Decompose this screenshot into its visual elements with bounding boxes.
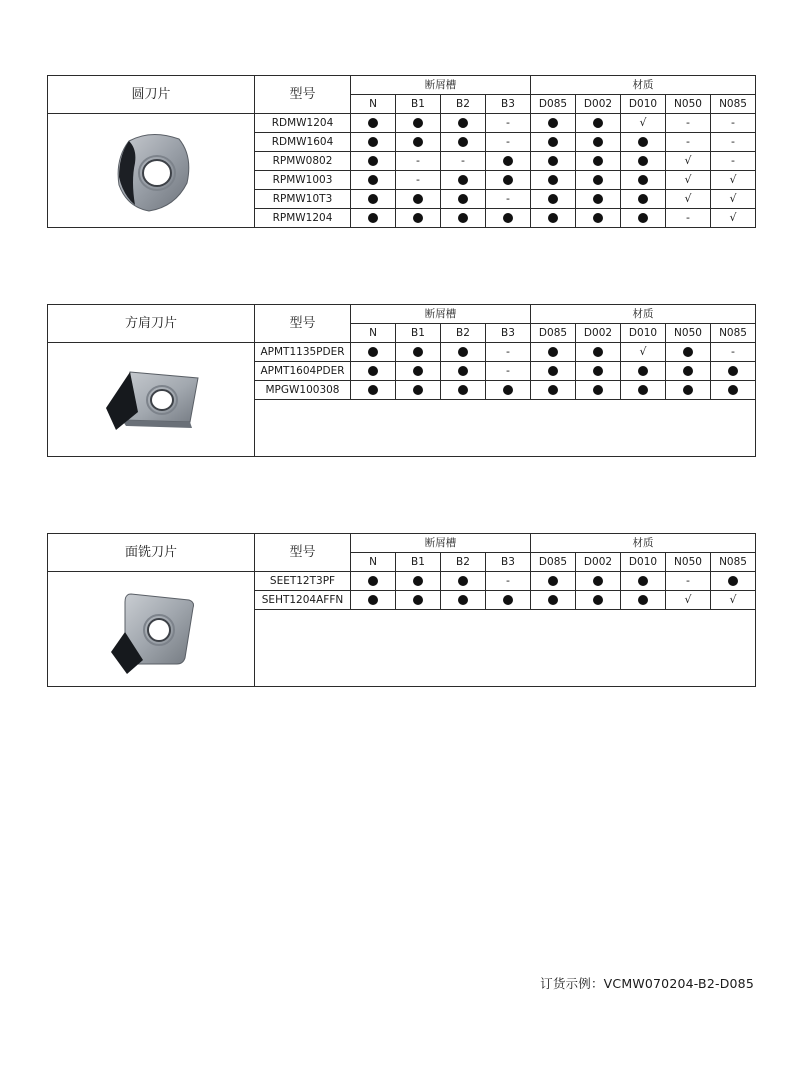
availability-cell [666,209,711,228]
material-header-n085: N085 [711,553,756,572]
insert-image-cell [48,114,255,228]
chipbreaker-header-b2: B2 [441,553,486,572]
availability-cell [531,209,576,228]
availability-cell [531,133,576,152]
empty-area [255,610,756,687]
available-dot-icon [593,213,603,223]
chipbreaker-group-header: 断屑槽 [351,76,531,95]
available-dot-icon [638,194,648,204]
available-dot-icon [368,137,378,147]
availability-cell [621,152,666,171]
material-header-n085: N085 [711,324,756,343]
material-header-n085: N085 [711,95,756,114]
availability-cell [396,133,441,152]
available-dot-icon [368,194,378,204]
availability-cell [486,114,531,133]
availability-cell [666,572,711,591]
check-mark-icon: √ [729,173,737,186]
insert-image-cell [48,343,255,457]
not-available-dash: - [506,364,510,377]
available-dot-icon [638,156,648,166]
available-dot-icon [458,385,468,395]
availability-cell [621,114,666,133]
availability-cell [621,591,666,610]
availability-cell [441,114,486,133]
check-mark-icon: √ [684,173,692,186]
chipbreaker-header-b3: B3 [486,553,531,572]
not-available-dash: - [506,574,510,587]
material-header-n050: N050 [666,95,711,114]
not-available-dash: - [506,135,510,148]
available-dot-icon [638,576,648,586]
available-dot-icon [413,366,423,376]
material-header-d010: D010 [621,324,666,343]
availability-cell [711,171,756,190]
available-dot-icon [638,213,648,223]
not-available-dash: - [416,154,420,167]
chipbreaker-header-b1: B1 [396,95,441,114]
availability-cell [711,343,756,362]
available-dot-icon [458,118,468,128]
chipbreaker-header-b1: B1 [396,553,441,572]
model-cell: APMT1135PDER [255,343,351,362]
available-dot-icon [728,385,738,395]
available-dot-icon [683,385,693,395]
not-available-dash: - [506,116,510,129]
available-dot-icon [368,213,378,223]
round-insert-icon [101,121,201,221]
available-dot-icon [368,118,378,128]
availability-cell [486,133,531,152]
availability-cell [666,171,711,190]
availability-cell [621,381,666,400]
face-milling-insert-icon [91,574,211,684]
model-cell: RPMW10T3 [255,190,351,209]
table-row [48,572,756,591]
available-dot-icon [548,194,558,204]
chipbreaker-header-b3: B3 [486,95,531,114]
face-milling-insert-table [47,533,756,687]
check-mark-icon: √ [729,211,737,224]
available-dot-icon [503,156,513,166]
round-insert-table [47,75,756,228]
availability-cell [666,114,711,133]
availability-cell [576,572,621,591]
availability-cell [531,152,576,171]
available-dot-icon [728,366,738,376]
availability-cell [621,343,666,362]
available-dot-icon [458,194,468,204]
chipbreaker-header-b3: B3 [486,324,531,343]
chipbreaker-header-b2: B2 [441,95,486,114]
available-dot-icon [368,576,378,586]
availability-cell [621,362,666,381]
available-dot-icon [548,118,558,128]
availability-cell [351,343,396,362]
available-dot-icon [458,347,468,357]
availability-cell [621,171,666,190]
availability-cell [486,171,531,190]
model-header: 型号 [255,534,351,572]
material-header-d002: D002 [576,95,621,114]
material-header-d002: D002 [576,553,621,572]
availability-cell [666,343,711,362]
availability-cell [351,171,396,190]
availability-cell [486,152,531,171]
available-dot-icon [548,137,558,147]
model-cell: RPMW1204 [255,209,351,228]
availability-cell [531,190,576,209]
availability-cell [351,152,396,171]
available-dot-icon [548,576,558,586]
available-dot-icon [503,175,513,185]
availability-cell [576,343,621,362]
availability-cell [486,209,531,228]
availability-cell [576,133,621,152]
available-dot-icon [593,156,603,166]
availability-cell [666,190,711,209]
available-dot-icon [413,385,423,395]
availability-cell [396,190,441,209]
available-dot-icon [413,137,423,147]
availability-cell [711,381,756,400]
availability-cell [396,381,441,400]
available-dot-icon [638,137,648,147]
category-title: 面铣刀片 [48,534,255,572]
check-mark-icon: √ [639,116,647,129]
availability-cell [441,362,486,381]
availability-cell [531,362,576,381]
available-dot-icon [593,347,603,357]
chipbreaker-header-b2: B2 [441,324,486,343]
model-cell: SEET12T3PF [255,572,351,591]
availability-cell [576,171,621,190]
availability-cell [576,209,621,228]
availability-cell [576,381,621,400]
available-dot-icon [368,156,378,166]
availability-cell [396,591,441,610]
availability-cell [711,591,756,610]
not-available-dash: - [686,116,690,129]
material-group-header: 材质 [531,305,756,324]
chipbreaker-header-b1: B1 [396,324,441,343]
material-header-d002: D002 [576,324,621,343]
insert-image-cell [48,572,255,687]
availability-cell [531,171,576,190]
availability-cell [351,572,396,591]
material-header-d085: D085 [531,553,576,572]
available-dot-icon [548,175,558,185]
available-dot-icon [638,385,648,395]
available-dot-icon [548,366,558,376]
not-available-dash: - [506,345,510,358]
material-group-header: 材质 [531,534,756,553]
empty-area [255,400,756,457]
material-header-d085: D085 [531,95,576,114]
availability-cell [486,362,531,381]
availability-cell [711,152,756,171]
not-available-dash: - [731,345,736,358]
available-dot-icon [593,118,603,128]
available-dot-icon [458,576,468,586]
availability-cell [351,381,396,400]
material-header-d010: D010 [621,553,666,572]
availability-cell [621,133,666,152]
availability-cell [576,152,621,171]
availability-cell [396,209,441,228]
availability-cell [486,343,531,362]
available-dot-icon [638,175,648,185]
available-dot-icon [638,595,648,605]
availability-cell [666,591,711,610]
available-dot-icon [413,576,423,586]
available-dot-icon [413,213,423,223]
available-dot-icon [683,347,693,357]
check-mark-icon: √ [684,192,692,205]
available-dot-icon [548,385,558,395]
material-header-n050: N050 [666,324,711,343]
chipbreaker-header-n: N [351,324,396,343]
availability-cell [576,591,621,610]
available-dot-icon [593,137,603,147]
model-header: 型号 [255,305,351,343]
availability-cell [531,572,576,591]
available-dot-icon [593,576,603,586]
availability-cell [711,209,756,228]
available-dot-icon [503,595,513,605]
availability-cell [396,114,441,133]
material-header-d010: D010 [621,95,666,114]
available-dot-icon [638,366,648,376]
available-dot-icon [593,595,603,605]
not-available-dash: - [731,135,736,148]
available-dot-icon [458,213,468,223]
chipbreaker-group-header: 断屑槽 [351,305,531,324]
model-cell: SEHT1204AFFN [255,591,351,610]
not-available-dash: - [461,154,465,167]
availability-cell [666,381,711,400]
model-cell: APMT1604PDER [255,362,351,381]
material-header-d085: D085 [531,324,576,343]
availability-cell [441,343,486,362]
not-available-dash: - [506,192,510,205]
availability-cell [441,190,486,209]
availability-cell [531,114,576,133]
not-available-dash: - [686,574,690,587]
available-dot-icon [458,137,468,147]
available-dot-icon [368,366,378,376]
available-dot-icon [593,366,603,376]
available-dot-icon [548,347,558,357]
check-mark-icon: √ [684,154,692,167]
availability-cell [441,152,486,171]
not-available-dash: - [416,173,420,186]
availability-cell [351,114,396,133]
not-available-dash: - [731,116,736,129]
availability-cell [396,171,441,190]
available-dot-icon [413,347,423,357]
available-dot-icon [458,366,468,376]
check-mark-icon: √ [729,192,737,205]
material-group-header: 材质 [531,76,756,95]
availability-cell [351,190,396,209]
available-dot-icon [548,213,558,223]
available-dot-icon [413,194,423,204]
not-available-dash: - [686,135,690,148]
not-available-dash: - [686,211,690,224]
category-title: 圆刀片 [48,76,255,114]
availability-cell [711,572,756,591]
available-dot-icon [368,385,378,395]
availability-cell [711,190,756,209]
availability-cell [351,591,396,610]
available-dot-icon [683,366,693,376]
availability-cell [441,171,486,190]
available-dot-icon [368,595,378,605]
availability-cell [531,343,576,362]
model-cell: RDMW1204 [255,114,351,133]
availability-cell [351,209,396,228]
table-row [48,343,756,362]
availability-cell [441,591,486,610]
availability-cell [666,362,711,381]
available-dot-icon [593,385,603,395]
available-dot-icon [458,175,468,185]
check-mark-icon: √ [684,593,692,606]
availability-cell [666,152,711,171]
availability-cell [396,572,441,591]
check-mark-icon: √ [729,593,737,606]
availability-cell [396,343,441,362]
square-shoulder-insert-icon [86,350,216,450]
availability-cell [576,362,621,381]
model-cell: MPGW100308 [255,381,351,400]
order-example-note: 订货示例：VCMW070204-B2-D085 [540,976,754,991]
not-available-dash: - [731,154,736,167]
availability-cell [351,133,396,152]
availability-cell [486,190,531,209]
availability-cell [351,362,396,381]
availability-cell [621,209,666,228]
available-dot-icon [413,118,423,128]
availability-cell [711,133,756,152]
table-row [48,114,756,133]
availability-cell [486,572,531,591]
availability-cell [396,362,441,381]
availability-cell [396,152,441,171]
availability-cell [576,190,621,209]
check-mark-icon: √ [639,345,647,358]
availability-cell [666,133,711,152]
availability-cell [441,381,486,400]
available-dot-icon [368,175,378,185]
available-dot-icon [548,156,558,166]
available-dot-icon [593,175,603,185]
availability-cell [711,114,756,133]
available-dot-icon [503,213,513,223]
square-shoulder-insert-table [47,304,756,457]
availability-cell [441,133,486,152]
model-header: 型号 [255,76,351,114]
chipbreaker-group-header: 断屑槽 [351,534,531,553]
available-dot-icon [368,347,378,357]
available-dot-icon [548,595,558,605]
chipbreaker-header-n: N [351,95,396,114]
availability-cell [531,381,576,400]
availability-cell [711,362,756,381]
availability-cell [621,190,666,209]
availability-cell [576,114,621,133]
material-header-n050: N050 [666,553,711,572]
model-cell: RPMW1003 [255,171,351,190]
availability-cell [531,591,576,610]
available-dot-icon [458,595,468,605]
availability-cell [486,591,531,610]
chipbreaker-header-n: N [351,553,396,572]
available-dot-icon [593,194,603,204]
availability-cell [621,572,666,591]
model-cell: RDMW1604 [255,133,351,152]
available-dot-icon [413,595,423,605]
availability-cell [486,381,531,400]
available-dot-icon [503,385,513,395]
availability-cell [441,572,486,591]
category-title: 方肩刀片 [48,305,255,343]
available-dot-icon [728,576,738,586]
availability-cell [441,209,486,228]
model-cell: RPMW0802 [255,152,351,171]
